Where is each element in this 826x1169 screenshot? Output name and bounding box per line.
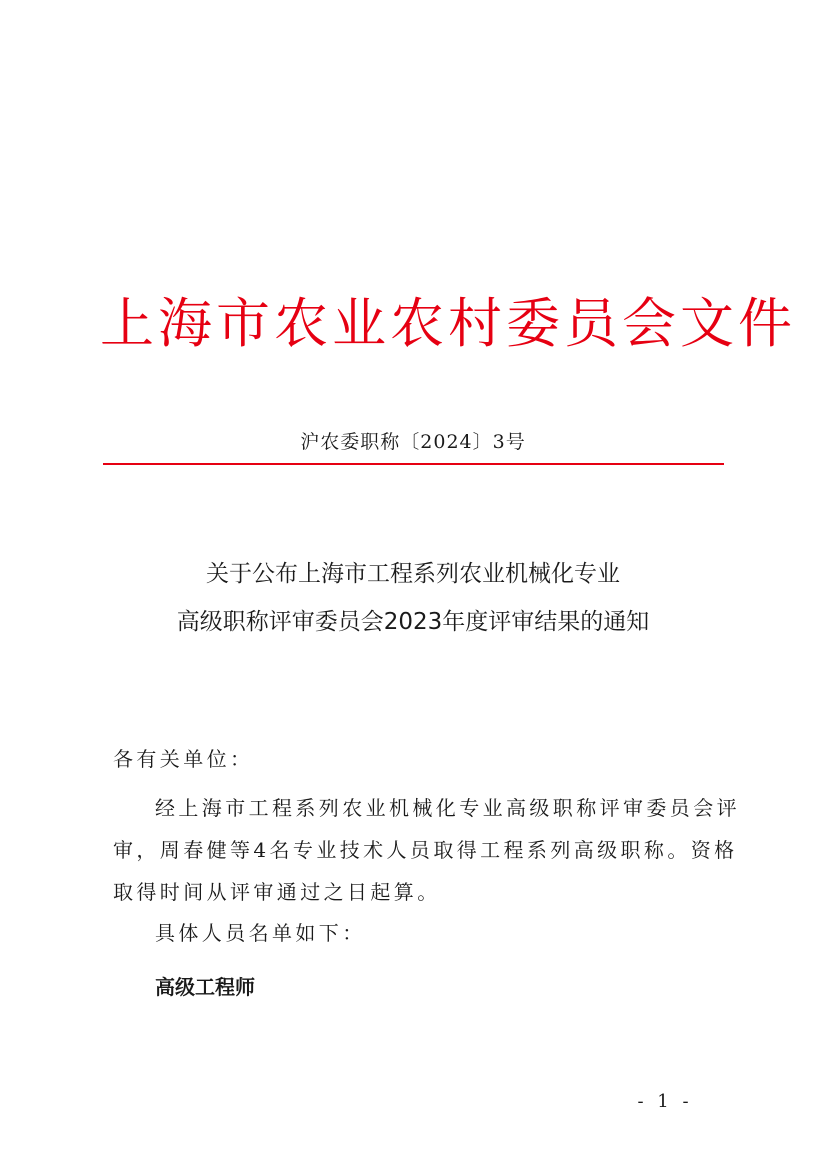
red-divider-line — [103, 463, 724, 465]
section-heading: 高级工程师 — [155, 975, 255, 999]
document-number: 沪农委职称〔2024〕3号 — [300, 431, 526, 453]
paragraph-line: 审，周春健等4名专业技术人员取得工程系列高级职称。资格 — [113, 838, 738, 862]
document-title-line-1: 关于公布上海市工程系列农业机械化专业 — [206, 561, 620, 587]
body-paragraph-2: 具体人员名单如下： — [155, 921, 366, 945]
page-number: - 1 - — [637, 1091, 693, 1112]
paragraph-line: 取得时间从评审通过之日起算。 — [113, 880, 441, 904]
issuer-title: 上海市农业农村委员会文件 — [100, 292, 796, 355]
paragraph-line: 经上海市工程系列农业机械化专业高级职称评审委员会评 — [155, 796, 740, 820]
salutation: 各有关单位： — [113, 747, 254, 771]
document-title-line-2: 高级职称评审委员会2023年度评审结果的通知 — [176, 609, 650, 635]
body-paragraph-1 — [113, 787, 740, 913]
